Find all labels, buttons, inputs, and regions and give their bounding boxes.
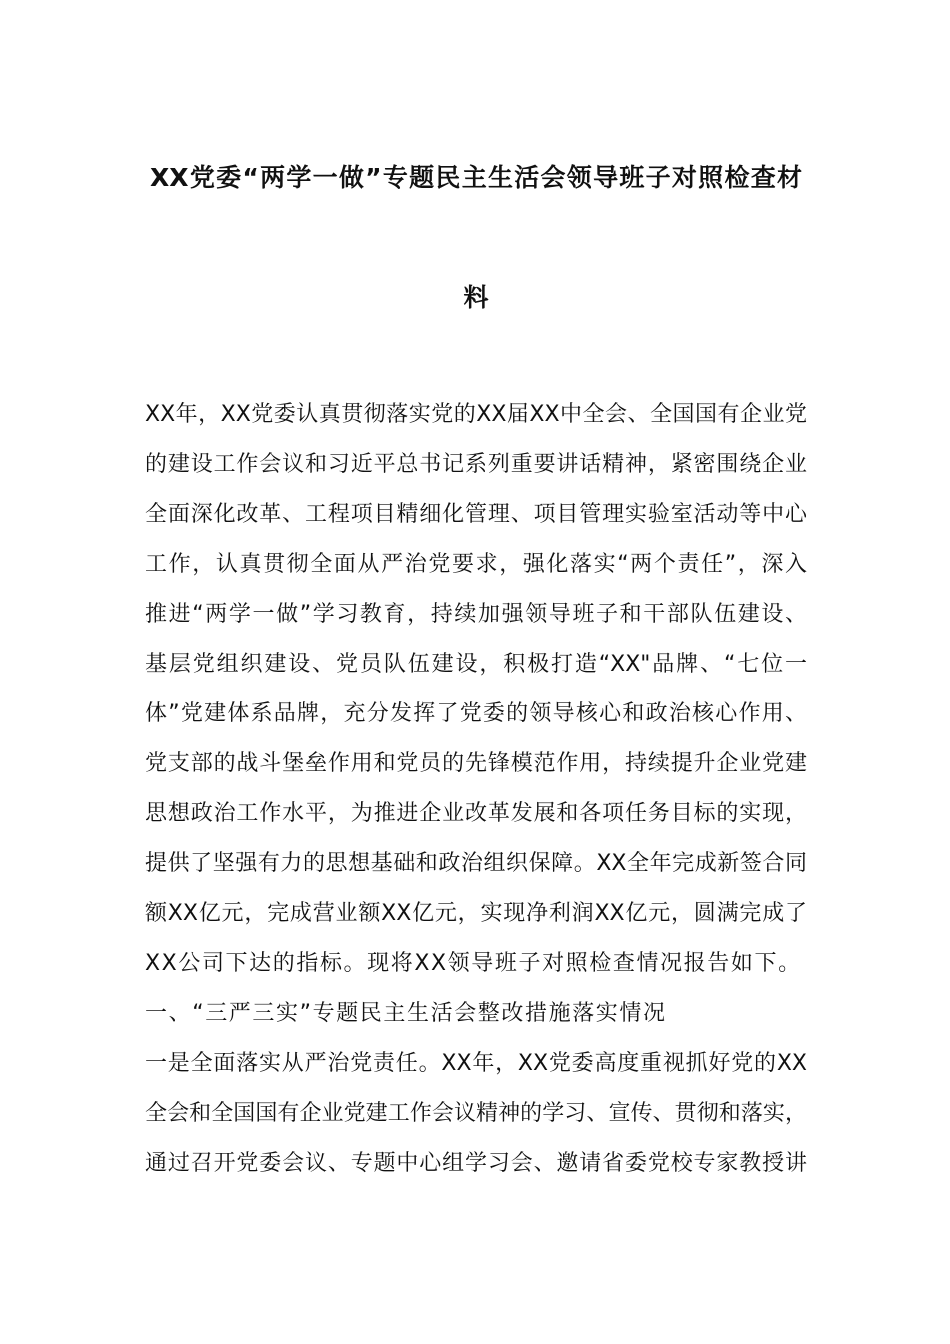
body-text-line: 党支部的战斗堡垒作用和党员的先锋模范作用，持续提升企业党建 xyxy=(145,751,807,777)
body-text-line: XX年，XX党委认真贯彻落实党的XX届XX中全会、全国国有企业党 xyxy=(145,402,807,427)
document-title-line-1: XX党委“两学一做”专题民主生活会领导班子对照检查材 xyxy=(150,163,802,192)
body-text-line: 提供了坚强有力的思想基础和政治组织保障。XX全年完成新签合同 xyxy=(145,851,807,877)
body-text-line: 推进“两学一做”学习教育，持续加强领导班子和干部队伍建设、 xyxy=(145,601,807,627)
body-text-line: 的建设工作会议和习近平总书记系列重要讲话精神，紧密围绕企业 xyxy=(145,451,807,477)
body-text-line: 工作，认真贯彻全面从严治党要求，强化落实“两个责任”，深入 xyxy=(145,551,807,577)
body-text-line: 额XX亿元，完成营业额XX亿元，实现净利润XX亿元，圆满完成了 xyxy=(145,901,807,926)
body-text-line: 通过召开党委会议、专题中心组学习会、邀请省委党校专家教授讲 xyxy=(145,1150,807,1176)
body-text-line: 一是全面落实从严治党责任。XX年，XX党委高度重视抓好党的XX xyxy=(145,1050,807,1076)
body-text-line: 思想政治工作水平，为推进企业改革发展和各项任务目标的实现， xyxy=(145,801,807,827)
document-title-line-2: 料 xyxy=(463,283,489,312)
body-text-line: 基层党组织建设、党员队伍建设，积极打造“XX"品牌、“七位一 xyxy=(145,651,807,677)
body-text-line: 体”党建体系品牌，充分发挥了党委的领导核心和政治核心作用、 xyxy=(145,701,807,727)
body-text-line: 全会和全国国有企业党建工作会议精神的学习、宣传、贯彻和落实， xyxy=(145,1100,807,1126)
body-text-line: 全面深化改革、工程项目精细化管理、项目管理实验室活动等中心 xyxy=(145,501,807,527)
body-text-line: 一、“三严三实”专题民主生活会整改措施落实情况 xyxy=(145,1000,667,1026)
body-text-line: XX公司下达的指标。现将XX领导班子对照检查情况报告如下。 xyxy=(145,950,802,976)
